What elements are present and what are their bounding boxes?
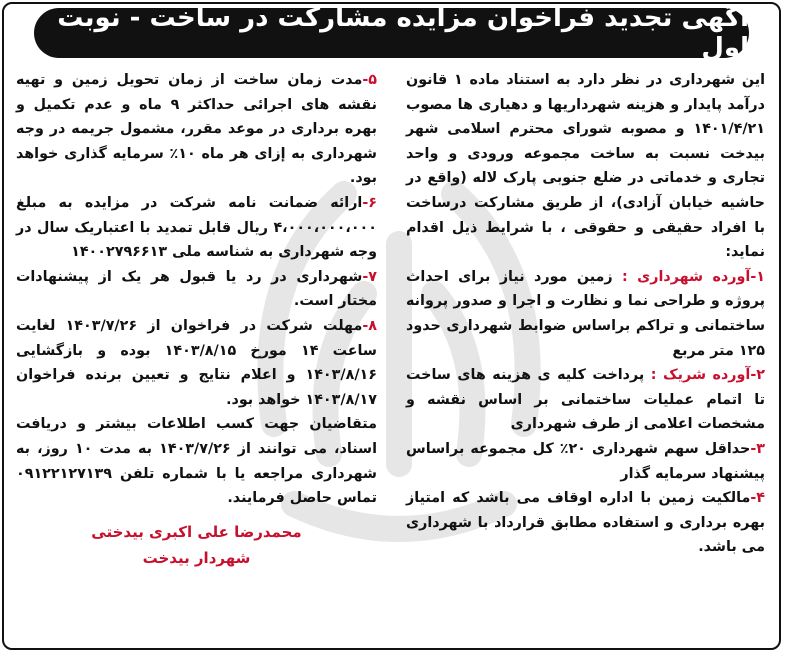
condition-label: ۶- [362, 194, 377, 211]
condition-text: مالکیت زمین با اداره اوقاف می باشد که امتیاز بهره برداری و استفاده مطابق قرارداد با شهرداری می باشد. [406, 490, 765, 556]
condition-item-6 [16, 191, 377, 265]
condition-text: ارائه ضمانت نامه شرکت در مزایده به مبلغ ۴،۰۰۰،۰۰۰،۰۰۰ ریال قابل تمدید با اعتباریک سال در وجه شهرداری به شناسه ملی ۱۴۰۰۲۷۹۶۶۱۳ [16, 194, 377, 261]
condition-item-8 [16, 314, 377, 412]
condition-item-4 [406, 486, 765, 560]
condition-text: پرداخت کلیه ی هزینه های ساخت تا اتمام عملیات ساختمانی بر اساس نقشه و مشخصات اعلامی از طرف شهرداری [406, 367, 765, 433]
condition-label: ۷- [362, 268, 377, 285]
closing-paragraph: متقاضیان جهت کسب اطلاعات بیشتر و دریافت اسناد، می توانند از ۱۴۰۳/۷/۲۶ به مدت ۱۰ روز، به شهرداری مراجعه یا با شماره تلفن ۰۹۱۲۲۱۲۷۱۳۹ تماس حاصل فرمایند. [16, 416, 377, 507]
intro-paragraph: این شهرداری در نظر دارد به استناد ماده ۱ قانون درآمد پایدار و هزینه شهرداریها و دهیاری ها مصوب ۱۴۰۱/۴/۲۱ و مصوبه شورای محترم اسلامی شهر بیدخت نسبت به ساخت مجموعه ورودی و واحد تجاری و خدماتی در ضلع جنوبی پارک لاله (واقع در حاشیه خیابان آزادی)، از طریق مشارکت درساخت با افراد حقیقی و حقوقی ، با شرایط ذیل اقدام نماید: [406, 72, 765, 261]
advertisement-frame [2, 2, 781, 650]
signature-block [16, 519, 377, 571]
ad-title: آگهی تجدید فراخوان مزایده مشارکت در ساخت - نوبت اول [57, 3, 749, 63]
condition-text: مدت زمان ساخت از زمان تحویل زمین و تهیه نقشه های اجرائی حداکثر ۹ ماه و عدم تکمیل و بهره برداری در موعد مقرر، مشمول جریمه در وجه شهرداری به إزای هر ماه ۱۰٪ سرمایه گذاری خواهد بود. [16, 72, 377, 187]
condition-item-7 [16, 265, 377, 314]
condition-item-3 [406, 437, 765, 486]
condition-label: ۲-آورده شریک : [650, 367, 765, 384]
signer-role: شهردار بیدخت [142, 548, 251, 567]
condition-item-2 [406, 363, 765, 437]
condition-item-1 [406, 265, 765, 363]
condition-label: ۱-آورده شهرداری : [622, 268, 765, 285]
signer-name: محمدرضا علی اکبری بیدختی [91, 522, 302, 541]
right-column [406, 68, 765, 560]
condition-text: زمین مورد نیاز برای احداث پروژه و طراحی نما و نظارت و اجرا و صدور پروانه ساختمانی و تراکم براساس ضوابط شهرداری حدود ۱۲۵ متر مربع [406, 268, 765, 359]
condition-label: ۸- [362, 317, 377, 334]
title-banner [34, 3, 749, 63]
condition-text: مهلت شرکت در فراخوان از ۱۴۰۳/۷/۲۶ لغایت ساعت ۱۴ مورخ ۱۴۰۳/۸/۱۵ بوده و بازگشایی ۱۴۰۳/۸/۱۶ و اعلام نتایج و تعیین برنده فراخوان ۱۴۰۳/۸/۱۷ خواهد بود. [16, 317, 377, 408]
condition-label: ۳- [750, 440, 765, 457]
condition-text: شهرداری در رد یا قبول هر یک از پیشنهادات مختار است. [16, 268, 377, 310]
condition-item-5 [16, 68, 377, 191]
condition-text: حداقل سهم شهرداری ۲۰٪ کل مجموعه براساس پیشنهاد سرمایه گذار [406, 440, 765, 482]
left-column [16, 68, 377, 571]
condition-label: ۵- [362, 72, 377, 88]
condition-label: ۴- [750, 490, 765, 507]
